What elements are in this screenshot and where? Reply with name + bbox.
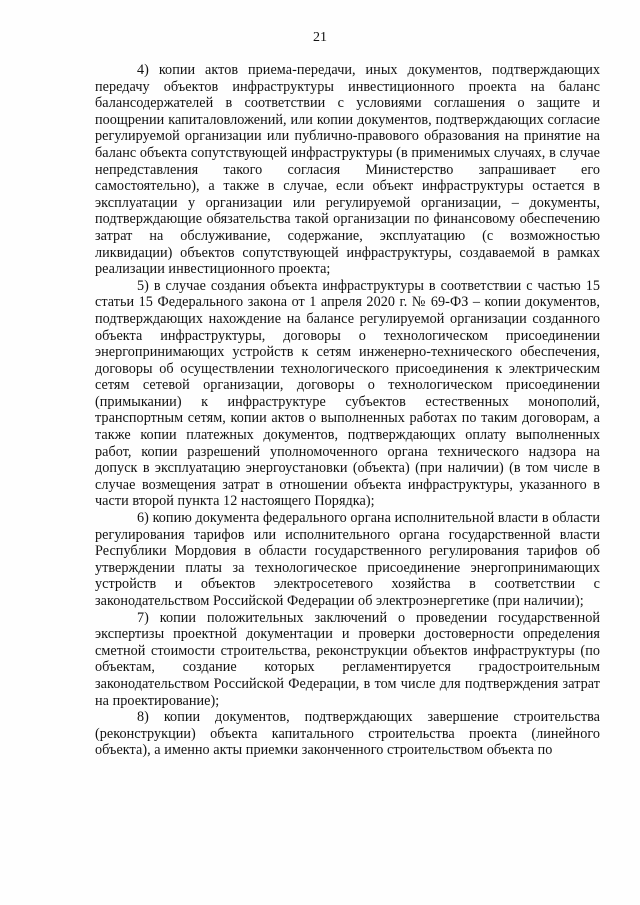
paragraph-item-5: 5) в случае создания объекта инфраструктуры в соответствии с частью 15 статьи 15 Федерального закона от 1 апреля 2020 г. № 69-ФЗ – копии документов, подтверждающих нахождение на балансе регулируемой организации созданного объекта инфраструктуры, договоры о технологическом присоединении энергопринимающих устройств к сетям инженерно-технического обеспечения, договоры об осуществлении технологического присоединения к электрическим сетям сетевой организации, договоры о технологическом присоединении (примыкании) к инфраструктуре субъектов естественных монополий, транспортным сетям, копии актов о выполненных работах по таким договорам, а также копии платежных документов, подтверждающих оплату выполненных работ, копии разрешений уполномоченного органа технического надзора на допуск в эксплуатацию энергоустановки (объекта) (при наличии) (в том числе в случае возмещения затрат в отношении объекта инфраструктуры, указанного в части второй пункта 12 настоящего Порядка); [95,277,600,510]
paragraph-item-7: 7) копии положительных заключений о проведении государственной экспертизы проектной документации и проверки достоверности определения сметной стоимости строительства, реконструкции объектов инфраструктуры (по объектам, создание которых регламентируется градостроительным законодательством Российской Федерации, в том числе для подтверждения затрат на проектирование); [95,609,600,709]
document-body [95,62,600,759]
page-number: 21 [313,30,327,45]
paragraph-item-6: 6) копию документа федерального органа исполнительной власти в области регулирования тарифов или исполнительного органа государственной власти Республики Мордовия в области государственного регулирования тарифов об утверждении платы за технологическое присоединение энергопринимающих устройств и объектов электросетевого хозяйства в соответствии с законодательством Российской Федерации об электроэнергетике (при наличии); [95,510,600,609]
paragraph-item-4: 4) копии актов приема-передачи, иных документов, подтверждающих передачу объектов инфраструктуры инвестиционного проекта на баланс балансодержателей в соответствии с условиями соглашения о защите и поощрении капиталовложений, или копии документов, подтверждающих согласие регулируемой организации или публично-правового образования на принятие на баланс объекта сопутствующей инфраструктуры (в применимых случаях, в случае непредставления такого согласия Министерство запрашивает его самостоятельно), а также в случае, если объект инфраструктуры остается в эксплуатации у организации или регулируемой организации, – документы, подтверждающие обязательства такой организации по финансовому обеспечению затрат на обслуживание, содержание, эксплуатацию (с возможностью ликвидации) объектов сопутствующей инфраструктуры, создаваемой в рамках реализации инвестиционного проекта; [95,62,600,278]
paragraph-item-8: 8) копии документов, подтверждающих завершение строительства (реконструкции) объекта капитального строительства проекта (линейного объекта), а именно акты приемки законченного строительством объекта по [95,709,600,759]
